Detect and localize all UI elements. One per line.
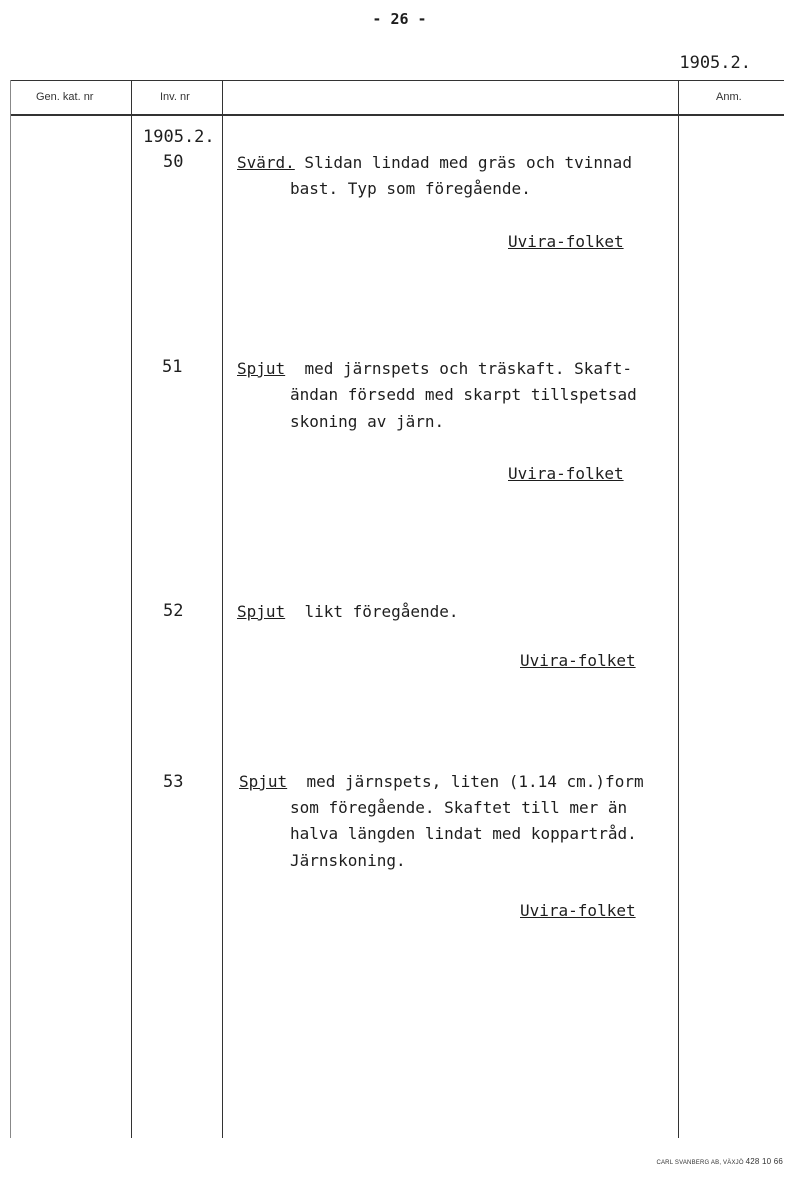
description-text: likt föregående. <box>285 602 459 621</box>
description-text: Slidan lindad med gräs och tvinnad <box>294 153 632 172</box>
provenance-label: Uvira-folket <box>520 901 636 920</box>
table-top-rule <box>10 80 784 81</box>
entry-description-line: som föregående. Skaftet till mer än <box>290 798 628 817</box>
provenance-label: Uvira-folket <box>508 232 624 251</box>
object-term: Spjut <box>237 359 286 378</box>
inventory-number: 53 <box>163 772 184 792</box>
entries-year: 1905.2. <box>143 127 215 147</box>
page-number: - 26 - <box>372 10 427 28</box>
entry-description-line: skoning av järn. <box>290 412 445 431</box>
printer-name: CARL SVANBERG AB, VÄXJÖ <box>656 1160 744 1166</box>
column-header-anm: Anm. <box>716 91 742 103</box>
entry-description-line <box>239 769 644 795</box>
left-margin-rule <box>10 80 11 1138</box>
description-text: med järnspets, liten (1.14 cm.)form <box>287 772 644 791</box>
provenance-label: Uvira-folket <box>508 464 624 483</box>
entry-description-line: bast. Typ som föregående. <box>290 179 531 198</box>
column-header-inv-nr: Inv. nr <box>160 91 190 103</box>
form-number: 428 10 66 <box>745 1157 783 1166</box>
column-divider-3 <box>678 80 679 1138</box>
entry-description-line: halva längden lindat med koppartråd. <box>290 824 637 843</box>
header-year: 1905.2. <box>679 53 751 73</box>
column-divider-1 <box>131 80 132 1138</box>
entry-description-line <box>228 356 632 382</box>
inventory-number: 51 <box>162 357 183 377</box>
object-term: Spjut <box>239 772 288 791</box>
printer-mark <box>656 1157 783 1166</box>
entry-description-line <box>237 150 632 176</box>
object-term: Spjut <box>237 602 286 621</box>
description-text: med järnspets och träskaft. Skaft- <box>285 359 632 378</box>
object-term: Svärd. <box>237 153 295 172</box>
column-divider-2 <box>222 80 223 1138</box>
provenance-label: Uvira-folket <box>520 651 636 670</box>
table-header-rule <box>10 114 784 116</box>
entry-description-line: ändan försedd med skarpt tillspetsad <box>290 385 637 404</box>
inventory-number: 52 <box>163 601 184 621</box>
entry-description-line <box>237 599 459 625</box>
column-header-gen-kat-nr: Gen. kat. nr <box>36 91 94 103</box>
inventory-number: 50 <box>163 152 184 172</box>
entry-description-line: Järnskoning. <box>290 851 406 870</box>
